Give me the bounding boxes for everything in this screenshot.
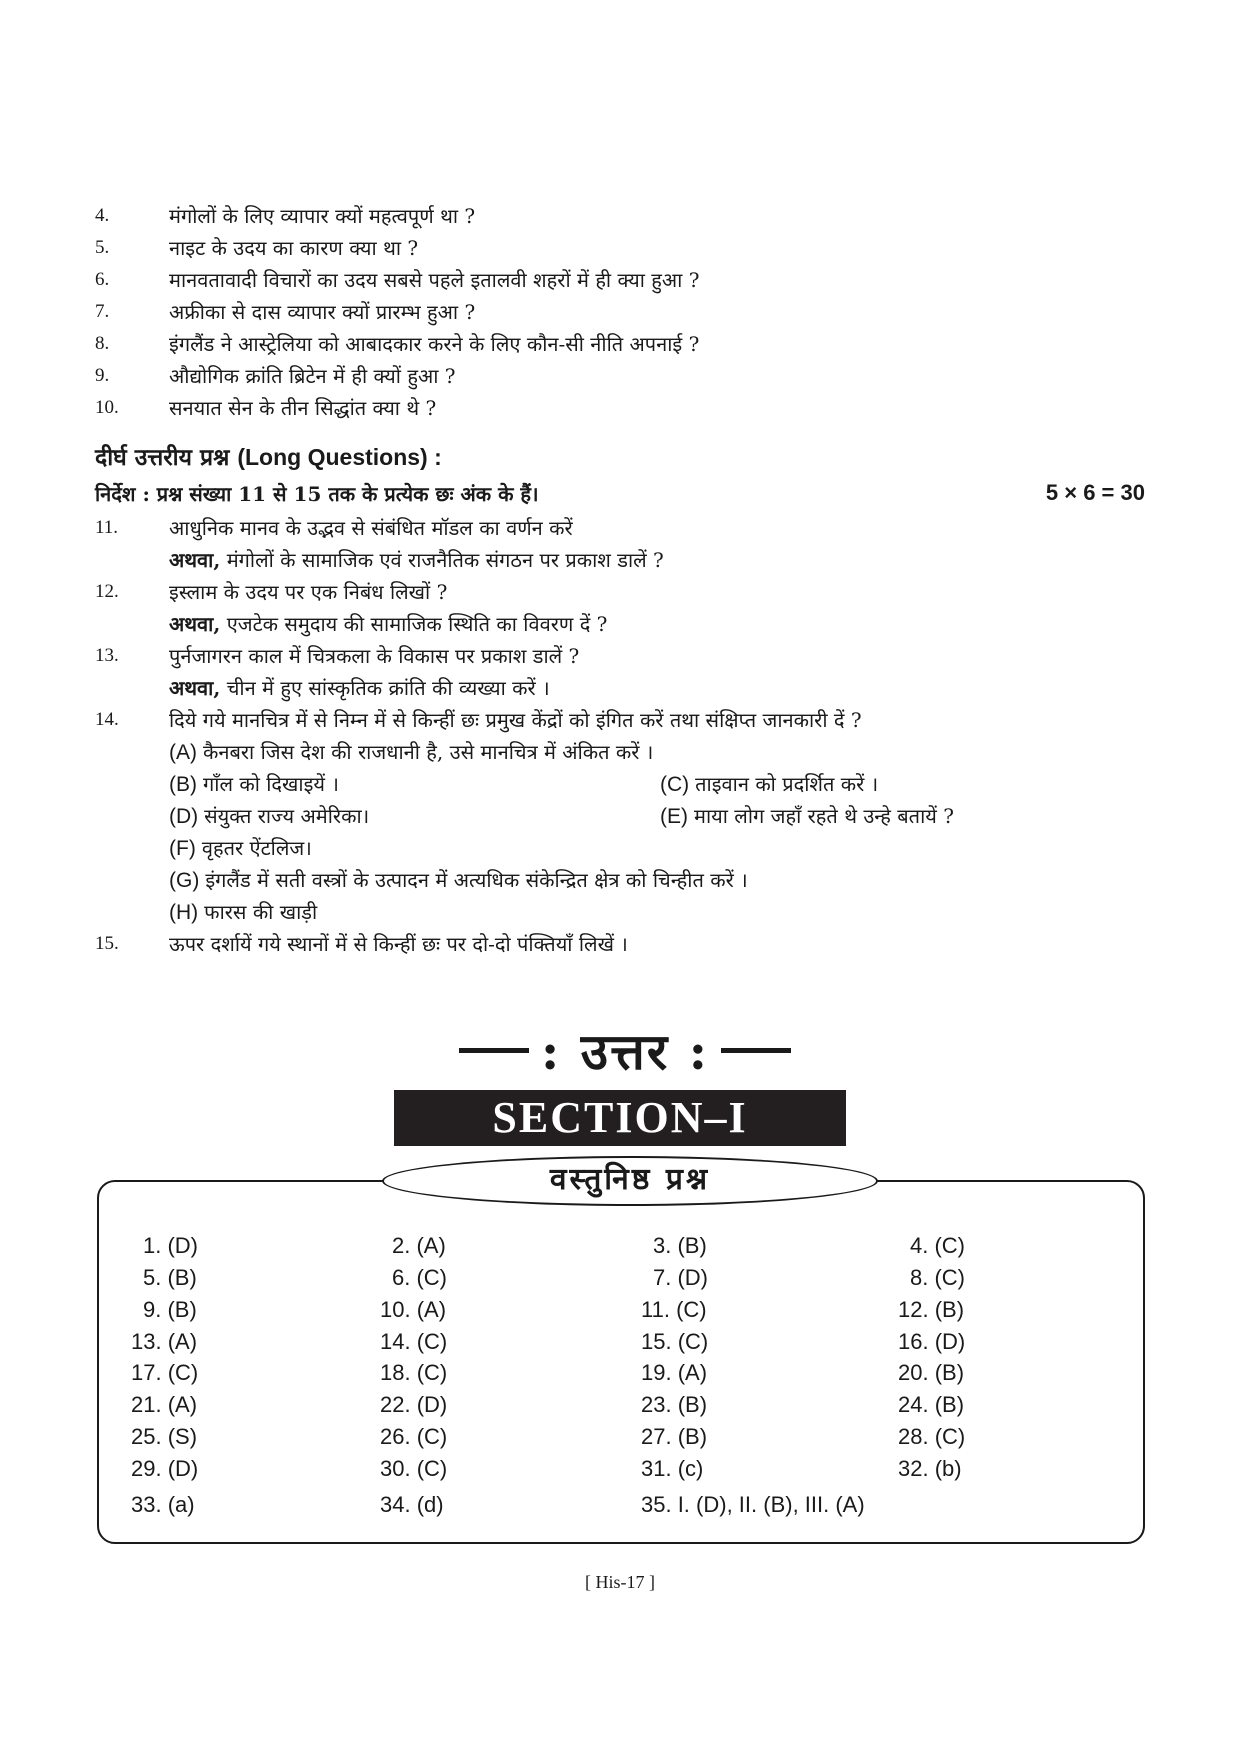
answer-item: 24. (B) [898,1392,965,1417]
answer-item: 9. (B) [143,1297,197,1322]
answer-item: 2. (A) [392,1233,446,1258]
option-label: (D) [169,805,199,828]
answer-item: 25. (S) [131,1424,198,1449]
question-number: 12. [95,581,119,602]
option-text: वृहतर ऐंटलिज। [201,836,312,860]
question-number: 4. [95,205,110,226]
answer-item: 16. (D) [898,1329,966,1354]
answer-item: 30. (C) [380,1456,448,1481]
answer-item: 23. (B) [641,1392,708,1417]
marks-label: 5 × 6 = 30 [1045,480,1145,505]
athva-label: अथवा, [169,548,221,572]
q14-option-b [169,768,339,801]
objective-title: वस्तुनिष्ठ प्रश्न [382,1156,878,1206]
decorative-rule-right [721,1048,791,1053]
answer-item: 3. (B) [653,1233,707,1258]
question-text: मंगोलों के लिए व्यापार क्यों महत्वपूर्ण था ? [169,204,476,228]
decorative-rule-left [459,1048,529,1053]
question-text: औद्योगिक क्रांति ब्रिटेन में ही क्यों हुआ ? [169,364,456,388]
answer-item: 6. (C) [392,1265,447,1290]
option-text: कैनबरा जिस देश की राजधानी है, उसे मानचित्र में अंकित करें । [203,740,654,764]
question-text: आधुनिक मानव के उद्भव से संबंधित मॉडल का वर्णन करें [169,516,573,540]
option-label: (F) [169,837,196,860]
question-number: 9. [95,365,110,386]
option-label: (A) [169,741,197,764]
answer-item: 29. (D) [131,1456,199,1481]
alternative-text: एजटेक समुदाय की सामाजिक स्थिति का विवरण दें ? [226,612,608,636]
answer-item: 21. (A) [131,1392,198,1417]
answer-item: 26. (C) [380,1424,448,1449]
alternative-text: चीन में हुए सांस्कृतिक क्रांति की व्यख्या करें । [226,676,550,700]
question-text: मानवतावादी विचारों का उदय सबसे पहले इतालवी शहरों में ही क्या हुआ ? [169,268,700,292]
question-number: 6. [95,269,110,290]
heading-english: (Long Questions) : [237,444,442,470]
answer-item: 33. (a) [131,1492,195,1517]
option-text: माया लोग जहाँ रहते थे उन्हे बतायें ? [694,804,954,828]
option-text: ताइवान को प्रदर्शित करें । [695,772,879,796]
question-number: 7. [95,301,110,322]
answer-item: 15. (C) [641,1329,709,1354]
option-text: इंगलैंड में सती वस्त्रों के उत्पादन में अत्यधिक संकेन्द्रित क्षेत्र को चिन्हीत करें । [205,868,748,892]
answers-title [410,1015,840,1085]
alternative-text: मंगोलों के सामाजिक एवं राजनैतिक संगठन पर प्रकाश डालें ? [226,548,664,572]
option-label: (B) [169,773,197,796]
answer-item: 14. (C) [380,1329,448,1354]
question-text: इस्लाम के उदय पर एक निबंध लिखों ? [169,580,448,604]
answer-item: 4. (C) [910,1233,965,1258]
question-text: सनयात सेन के तीन सिद्धांत क्या थे ? [169,396,437,420]
heading-hindi: दीर्घ उत्तरीय प्रश्न [95,444,230,471]
answer-item: 20. (B) [898,1360,965,1385]
answer-item: 34. (d) [380,1492,444,1517]
option-text: संयुक्त राज्य अमेरिका। [204,804,370,828]
question-number: 13. [95,645,119,666]
instruction-text: निर्देश : प्रश्न संख्या 11 से 15 तक के प्रत्येक छः अंक के हैं। [95,482,539,506]
answer-item: 7. (D) [653,1265,708,1290]
answer-item: 22. (D) [380,1392,448,1417]
answer-item: 32. (b) [898,1456,962,1481]
answer-item: 1. (D) [143,1233,198,1258]
answer-item: 31. (c) [641,1456,704,1481]
answer-item: 18. (C) [380,1360,448,1385]
answer-key-box [97,1180,1145,1544]
section-title: SECTION–I [394,1090,846,1146]
question-number: 5. [95,237,110,258]
question-text: ऊपर दर्शायें गये स्थानों में से किन्हीं छः पर दो-दो पंक्तियाँ लिखें । [169,932,628,956]
answers-title-text: : उत्तर : [540,1022,710,1081]
long-questions-heading [95,440,442,472]
question-text: पुर्नजागरन काल में चित्रकला के विकास पर प्रकाश डालें ? [169,644,580,668]
answer-item: 28. (C) [898,1424,966,1449]
option-label: (C) [660,773,690,796]
option-text: गाँल को दिखाइयें । [203,772,339,796]
answer-item: 12. (B) [898,1297,965,1322]
athva-label: अथवा, [169,676,221,700]
answer-item: 8. (C) [910,1265,965,1290]
question-number: 15. [95,933,119,954]
question-number: 10. [95,397,119,418]
question-text: दिये गये मानचित्र में से निम्न में से किन्हीं छः प्रमुख केंद्रों को इंगित करें तथा संक्षिप्त जानकारी दें ? [169,708,862,732]
question-text: इंगलैंड ने आस्ट्रेलिया को आबादकार करने के लिए कौन-सी नीति अपनाई ? [169,332,700,356]
answer-item: 27. (B) [641,1424,708,1449]
question-number: 11. [95,517,119,538]
option-text: फारस की खाड़ी [204,900,318,924]
question-number: 8. [95,333,110,354]
athva-label: अथवा, [169,612,221,636]
q14-option-g [169,864,748,897]
q14-option-d [169,800,369,833]
answer-item: 11. (C) [641,1297,707,1322]
q14-option-f [169,832,312,865]
page-footer: [ His-17 ] [585,1572,655,1592]
q14-option-h [169,896,317,929]
answer-item: 13. (A) [131,1329,198,1354]
question-text: अफ्रीका से दास व्यापार क्यों प्रारम्भ हुआ ? [169,300,476,324]
option-label: (G) [169,869,200,892]
answer-item: 5. (B) [143,1265,197,1290]
answer-item: 19. (A) [641,1360,708,1385]
question-text: नाइट के उदय का कारण क्या था ? [169,236,419,260]
option-label: (E) [660,805,688,828]
answer-item: 17. (C) [131,1360,199,1385]
answer-item: 10. (A) [380,1297,447,1322]
q14-option-a [169,736,653,769]
answer-item: 35. I. (D), II. (B), III. (A) [641,1492,865,1517]
q14-option-e [660,800,954,833]
option-label: (H) [169,901,199,924]
q14-option-c [660,768,878,801]
question-number: 14. [95,709,119,730]
